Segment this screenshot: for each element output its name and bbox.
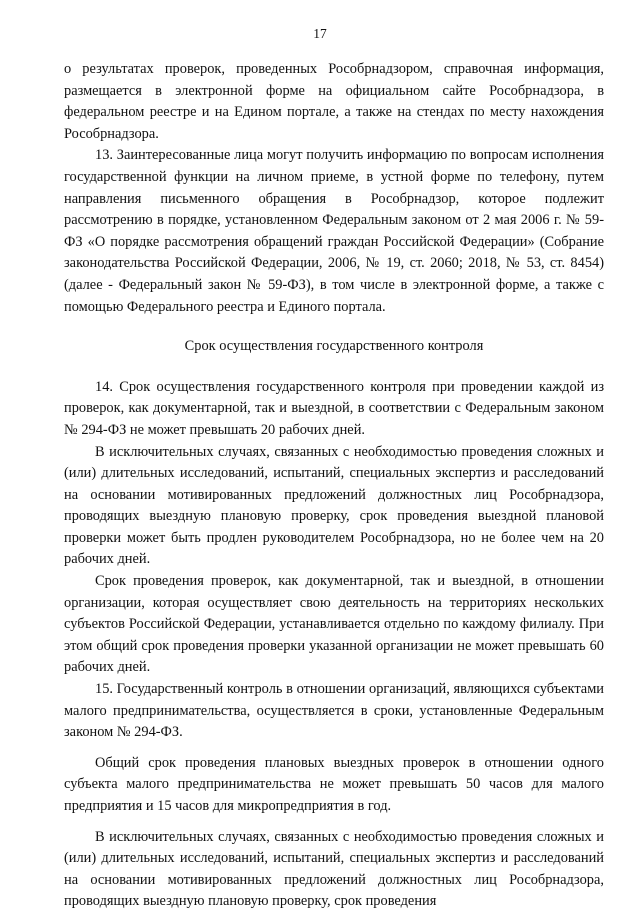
paragraph-continuation: о результатах проверок, проведенных Рособрнадзором, справочная информация, размещается в электронной форме на официальном сайте Рособрнадзора, в федеральном реестре и на Едином портале, а также на стендах по месту нахождения Рособрнадзора. <box>64 61 604 142</box>
paragraph-branch-terms: Срок проведения проверок, как документарной, так и выездной, в отношении организации, которая осуществляет свою деятельность на территориях нескольких субъектов Российской Федерации, устанавливается отдельно по каждому филиалу. При этом общий срок проведения проверки указанной организации не может превышать 60 рабочих дней. <box>64 573 604 676</box>
paragraph-extension-cases-small-business: В исключительных случаях, связанных с необходимостью проведения сложных и (или) длительных исследований, испытаний, специальных экспертиз и расследований на основании мотивированных предложений должностных лиц Рособрнадзора, проводящих выездную плановую проверку, срок проведения <box>64 828 604 910</box>
paragraph-15: 15. Государственный контроль в отношении организаций, являющихся субъектами малого предпринимательства, осуществляется в сроки, установленные Федеральным законом № 294-ФЗ. <box>64 681 604 741</box>
section-heading: Срок осуществления государственного контроля <box>184 338 484 355</box>
page-number: 17 <box>313 26 327 41</box>
paragraph-13: 13. Заинтересованные лица могут получить информацию по вопросам исполнения государственной функции на личном приеме, в устной форме по телефону, путем направления письменного обращения в Рособрнадзор, которое подлежит рассмотрению в порядке, установленном Федеральным законом от 2 мая 2006 г. № 59-ФЗ «О порядке рассмотрения обращений граждан Российской Федерации» (Собрание законодательства Российской Федерации, 2006, № 19, ст. 2060; 2018, № 53, ст. 8454) (далее - Федеральный закон № 59-ФЗ), в том числе в электронной форме, а также с помощью Федерального реестра и Единого портала. <box>64 147 604 315</box>
page-body <box>64 59 604 913</box>
paragraph-14: 14. Срок осуществления государственного контроля при проведении каждой из проверок, как документарной, так и выездной, в соответствии с Федеральным законом № 294-ФЗ не может превышать 20 рабочих дней. <box>64 378 604 438</box>
paragraph-small-business-hours: Общий срок проведения плановых выездных проверок в отношении одного субъекта малого предпринимательства не может превышать 50 часов для малого предприятия и 15 часов для микропредприятия в год. <box>64 754 604 814</box>
paragraph-extension-cases: В исключительных случаях, связанных с необходимостью проведения сложных и (или) длительных исследований, испытаний, специальных экспертиз и расследований на основании мотивированных предложений должностных лиц Рособрнадзора, проводящих выездную плановую проверку, срок проведения выездной плановой проверки может быть продлен руководителем Рособрнадзора, но не более чем на 20 рабочих дней. <box>64 443 604 568</box>
